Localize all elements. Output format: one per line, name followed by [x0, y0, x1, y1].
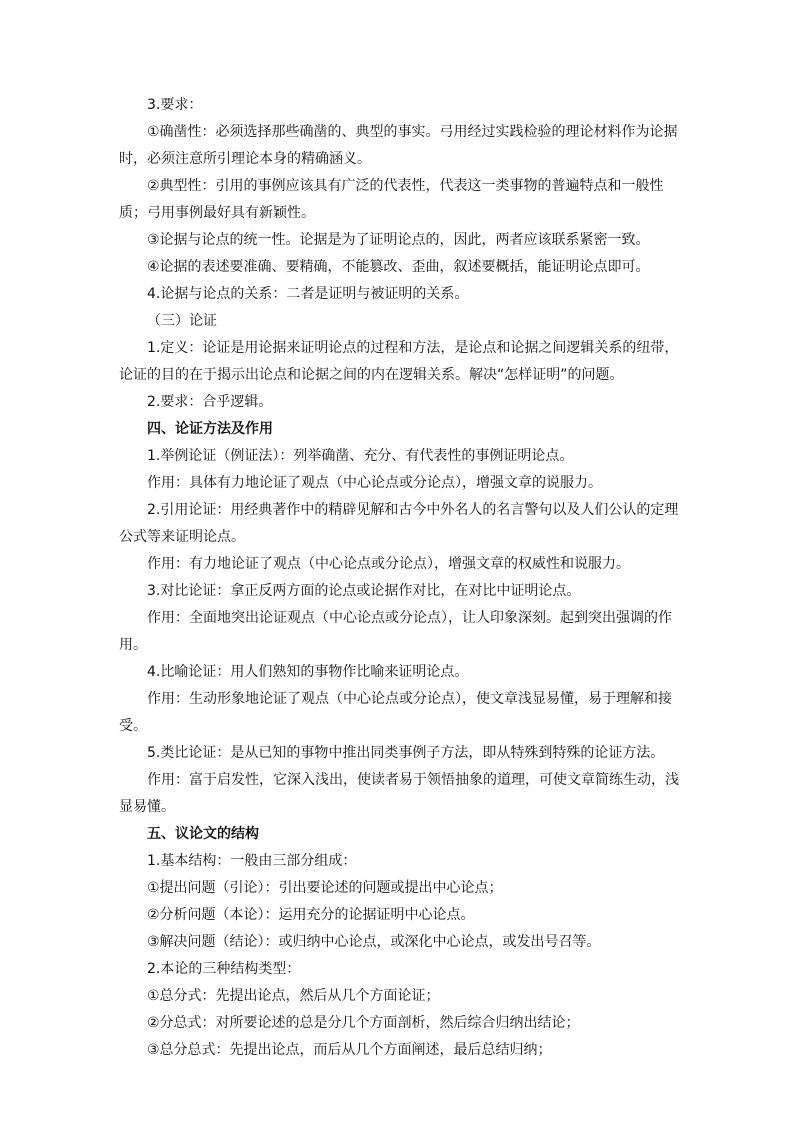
- method-example-effect: 作用：具体有力地论证了观点（中心论点或分论点），增强文章的说服力。: [147, 475, 602, 491]
- structure-type-specific-general: ②分总式：对所要论述的总是分几个方面剖析，然后综合归纳出结论；: [147, 1015, 580, 1031]
- method-metaphor: 4.比喻论证：用人们熟知的事物作比喻来证明论点。: [147, 664, 469, 680]
- heading-argument-methods: 四、论证方法及作用: [147, 421, 273, 437]
- requirement-expression: ④论据的表述要准确、要精确，不能篡改、歪曲，叙述要概括，能证明论点即可。: [147, 259, 650, 275]
- method-quotation-effect: 作用：有力地论证了观点（中心论点或分论点），增强文章的权威性和说服力。: [147, 556, 630, 572]
- method-metaphor-effect: 作用：生动形象地论证了观点（中心论点或分论点），使文章浅显易懂，易于理解和接受。: [119, 691, 672, 734]
- heading-essay-structure: 五、议论文的结构: [147, 826, 259, 842]
- structure-type-general-specific: ①总分式：先提出论点，然后从几个方面论证；: [147, 988, 440, 1004]
- method-analogy-effect: 作用：富于启发性，它深入浅出，使读者易于领悟抽象的道理，可使文章简练生动，浅显易懂。: [119, 772, 679, 815]
- argumentation-requirement: 2.要求：合乎逻辑。: [147, 394, 273, 410]
- evidence-relationship: 4.论据与论点的关系：二者是证明与被证明的关系。: [147, 286, 469, 302]
- section-argumentation: （三）论证: [147, 313, 217, 329]
- structure-basic: 1.基本结构：一般由三部分组成：: [147, 853, 357, 869]
- structure-types-title: 2.本论的三种结构类型：: [147, 961, 301, 977]
- requirements-title: 3.要求：: [147, 97, 203, 113]
- method-quotation: 2.引用论证：用经典著作中的精辟见解和古今中外名人的名言警句以及人们公认的定理公式等来证明论点。: [119, 502, 679, 545]
- method-example: 1.举例论证（例证法）：列举确凿、充分、有代表性的事例证明论点。: [147, 448, 574, 464]
- requirement-unity: ③论据与论点的统一性。论据是为了证明论点的，因此，两者应该联系紧密一致。: [147, 232, 650, 248]
- method-contrast: 3.对比论证：拿正反两方面的论点或论据作对比，在对比中证明论点。: [147, 583, 581, 599]
- requirement-typicality: ②典型性：引用的事例应该具有广泛的代表性，代表这一类事物的普遍特点和一般性质；弓用事例最好具有新颖性。: [119, 178, 664, 221]
- structure-type-general-specific-general: ③总分总式：先提出论点，而后从几个方面阐述，最后总结归纳；: [147, 1042, 552, 1058]
- structure-introduction: ①提出问题（引论）：引出要论述的问题或提出中心论点；: [147, 880, 503, 896]
- argumentation-definition: 1.定义：论证是用论据来证明论点的过程和方法，是论点和论据之间逻辑关系的纽带，论证的目的在于揭示出论点和论据之间的内在逻辑关系。解决“怎样证明”的问题。: [119, 340, 679, 383]
- method-contrast-effect: 作用：全面地突出论证观点（中心论点或分论点），让人印象深刻。起到突出强调的作用。: [119, 610, 672, 653]
- requirement-accuracy: ①确凿性：必须选择那些确凿的、典型的事实。弓用经过实践检验的理论材料作为论据时，必须注意所引理论本身的精确涵义。: [119, 124, 678, 167]
- structure-conclusion: ③解决问题（结论）：或归纳中心论点，或深化中心论点，或发出号召等。: [147, 934, 601, 950]
- document-body: [119, 92, 679, 1064]
- method-analogy: 5.类比论证：是从已知的事物中推出同类事例子方法，即从特殊到特殊的论证方法。: [147, 745, 665, 761]
- structure-body: ②分析问题（本论）：运用充分的论据证明中心论点。: [147, 907, 475, 923]
